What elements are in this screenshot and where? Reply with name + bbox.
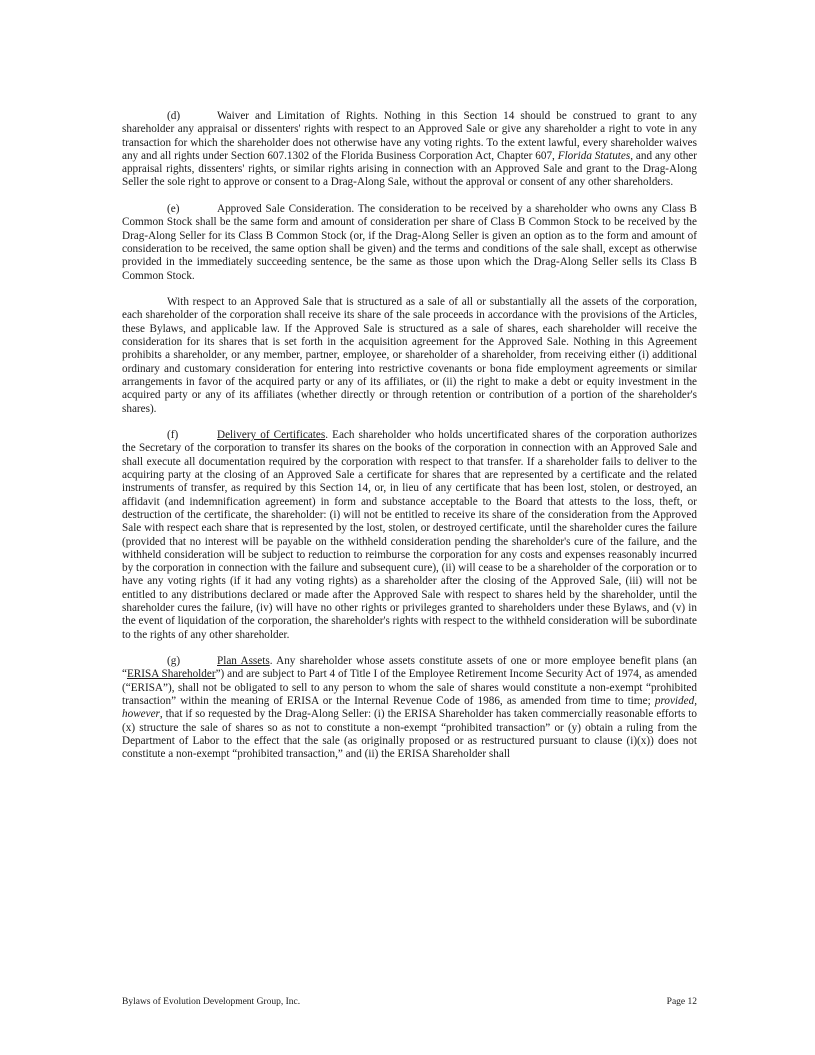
page-footer — [122, 997, 697, 1007]
defined-term: ERISA Shareholder — [126, 668, 216, 681]
paragraph-heading: Waiver and Limitation of Rights. — [217, 110, 378, 122]
paragraph-label: (g) — [167, 655, 181, 668]
document-body — [122, 110, 697, 775]
paragraph-text: , and any other appraisal rights, dissenters' rights, or similar rights arising in connection with an Approved Sale and grant to the Drag-Along Seller the sole right to approve or consent to a Drag-Along Sale, without the approval or consent of any other shareholders. — [122, 149, 697, 189]
paragraph-text: The consideration to be received by a shareholder who owns any Class B Common Stock shall be the same form and amount of consideration per share of Class B Common Stock to be received by the Drag-Along Seller for its Class B Common Stock (or, if the Drag-Along Seller is given an option as to the form and amount of consideration to be received, the same option shall be given) and the terms and conditions of the sale shall, except as otherwise provided in the immediately succeeding sentence, be the same as those upon which the Drag-Along Seller sells its Class B Common Stock. — [122, 203, 697, 282]
paragraph-text: , that if so requested by the Drag-Along Seller: (i) the ERISA Shareholder has taken commercially reasonable efforts to (x) structure the sale of shares so as not to constitute a non-exempt “prohibited transaction” or (y) obtain a ruling from the Department of Labor to the effect that the sale (as originally proposed or as restructured pursuant to clause (i)(x)) does not constitute a non-exempt “prohibited transaction,” and (ii) the ERISA Shareholder shall — [122, 708, 697, 761]
paragraph-e — [122, 203, 697, 283]
paragraph-text: ”) and are subject to Part 4 of Title I of the Employee Retirement Income Security Act of 1974, as amended (“ERISA”), shall not be obligated to sell to any person to whom the sale of shares would constitute a non-exempt “prohibited transaction” within the meaning of ERISA or the Internal Revenue Code of 1986, as amended from time to time; — [122, 668, 698, 708]
paragraph-label: (d) — [167, 110, 181, 122]
paragraph-text: With respect to an Approved Sale that is structured as a sale of all or substantially all the assets of the corporation, each shareholder of the corporation shall receive its share of the sale proceeds in accordance with the provisions of the Articles, these Bylaws, and applicable law. If the Approved Sale is structured as a sale of shares, each shareholder will receive the consideration for its shares that is set forth in the acquisition agreement for the Approved Sale. Nothing in this Agreement prohibits a shareholder, or any member, partner, employee, or shareholder of a shareholder, from receiving either (i) additional ordinary and customary consideration for entering into restrictive covenants or bona fide employment agreements or similar arrangements in favor of the acquired party or any of its affiliates, or (ii) the right to make a debt or equity investment in the acquired party or any of its affiliates (whether directly or through retention or contribution of a portion of the shareholder's shares). — [122, 296, 697, 415]
paragraph-text: Nothing in this Section 14 should be construed to grant to any shareholder any appraisal or dissenters' rights with respect to an Approved Sale or give any shareholder a right to vote in any transaction for which the shareholder does not otherwise have any voting rights. To the extent lawful, every shareholder waives any and all rights under Section 607.1302 of the Florida Business Corporation Act, Chapter 607, — [122, 110, 697, 162]
paragraph-e-continued — [122, 296, 697, 416]
italic-term: Florida Statutes — [557, 149, 631, 162]
paragraph-heading: Plan Assets — [217, 655, 270, 668]
paragraph-text: . Any shareholder whose assets constitute assets of one or more employee benefit plans (an “ — [122, 655, 697, 681]
paragraph-label: (f) — [167, 429, 179, 442]
paragraph-heading: Approved Sale Consideration. — [217, 203, 355, 216]
italic-term: provided, however — [122, 695, 697, 721]
paragraph-heading: Delivery of Certificates — [217, 429, 326, 442]
footer-document-title: Bylaws of Evolution Development Group, Inc. — [122, 997, 301, 1007]
paragraph-d — [122, 110, 697, 190]
paragraph-text: . Each shareholder who holds uncertificated shares of the corporation authorizes the Secretary of the corporation to transfer its shares on the books of the corporation in connection with an Approved Sale and shall execute all documentation required by the corporation with respect to that transfer. If a shareholder fails to deliver to the acquiring party at the closing of an Approved Sale a certificate for shares that are represented by a certificate and the related instruments of transfer, as required by this Section 14, or, in lieu of any certificate that has been lost, stolen, or destroyed, an affidavit (and indemnification agreement) in form and substance acceptable to the Board that attests to the loss, theft, or destruction of the certificate, the shareholder: (i) will not be entitled to receive its share of the consideration from the Approved Sale with respect each share that is represented by the lost, stolen, or destroyed certificate, until the shareholder cures the failure (provided that no interest will be payable on the withheld consideration pending the shareholder's cure of the failure, and the withheld consideration will be subject to reduction to reimburse the corporation for any costs and expenses reasonably incurred by the corporation in connection with the failure and subsequent cure), (ii) will cease to be a shareholder of the corporation or to have any voting rights (if it had any voting rights) as a shareholder after the closing of the Approved Sale, (iii) will not be entitled to any distributions declared or made after the Approved Sale with respect to shares held by the shareholder, until the shareholder cures the failure, (iv) will have no other rights or privileges granted to shareholders under these Bylaws, and (v) in the event of liquidation of the corporation, the shareholder's rights with respect to the withheld consideration will be subordinate to the rights of any other shareholder. — [122, 429, 697, 641]
paragraph-g — [122, 655, 697, 761]
paragraph-label: (e) — [167, 203, 180, 216]
paragraph-f — [122, 429, 697, 642]
footer-page-number: Page 12 — [666, 997, 697, 1007]
